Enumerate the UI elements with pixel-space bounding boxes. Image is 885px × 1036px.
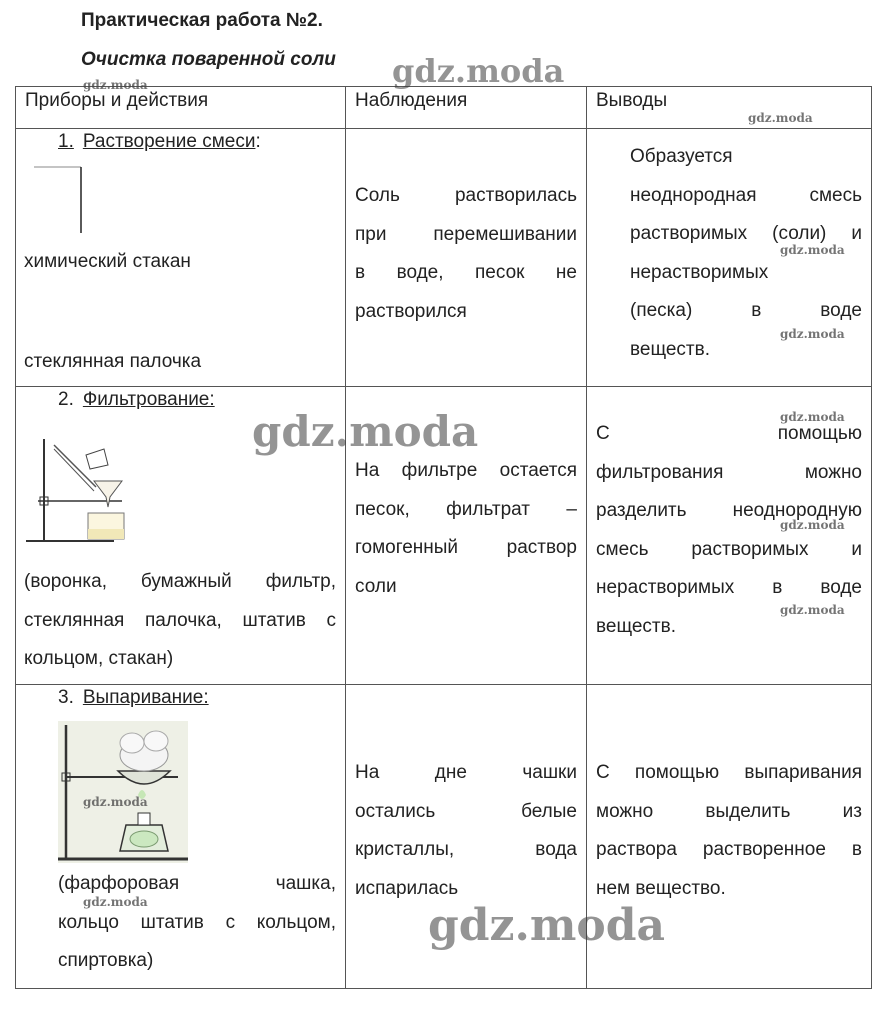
equipment-list: (воронка, бумажный фильтр, стеклянная палочка, штатив с кольцом, стакан): [24, 571, 336, 669]
table-row: [16, 387, 872, 685]
equipment-cell: [16, 685, 345, 988]
watermark-logo: gdz.moda: [392, 52, 565, 90]
table-row: [16, 685, 872, 989]
beaker-illustration: [24, 165, 90, 237]
conclusion-text: С помощью выпаривания можно выделить из раствора растворенное в нем вещество.: [596, 762, 862, 899]
observation-text: Соль растворилась при перемешивании в воде, песок не растворился: [355, 185, 577, 322]
header-equipment: Приборы и действия: [16, 87, 346, 129]
equipment-list: (фарфоровая чашка, кольцо штатив с кольцом, спиртовка): [58, 873, 336, 971]
item-chemical-beaker: химический стакан: [24, 251, 191, 272]
conclusion-text: Образуется неоднородная смесь растворимых (соли) и нерастворимых (песка) в воде веществ.: [630, 146, 862, 360]
watermark-small: gdz.moda: [780, 603, 845, 617]
step-heading: [58, 687, 209, 709]
header-observations: Наблюдения: [346, 87, 587, 129]
observation-cell: [346, 387, 586, 684]
observation-cell: [346, 685, 586, 988]
step-label: Фильтрование:: [82, 389, 215, 410]
conclusion-cell: [587, 685, 871, 988]
step-heading: [58, 389, 215, 411]
watermark-small: gdz.moda: [83, 795, 148, 809]
step-number: 2.: [58, 389, 74, 410]
conclusion-cell: [587, 129, 871, 386]
step-label: Растворение смеси: [82, 131, 256, 152]
watermark-logo: gdz.moda: [428, 900, 666, 951]
page-subtitle: Очистка поваренной соли: [81, 49, 336, 70]
step-label: Выпаривание:: [82, 687, 209, 708]
filtration-apparatus-illustration: [24, 435, 134, 545]
watermark-small: gdz.moda: [83, 895, 148, 909]
watermark-small: gdz.moda: [748, 111, 813, 125]
observation-cell: [346, 129, 586, 386]
evaporation-apparatus-illustration: [58, 721, 188, 863]
conclusion-cell: [587, 387, 871, 684]
conclusion-text: С помощью фильтрования можно разделить неоднородную смесь растворимых и нерастворимых в воде веществ.: [596, 423, 862, 637]
step-heading: [58, 131, 261, 153]
watermark-small: gdz.moda: [780, 518, 845, 532]
observation-text: На фильтре остается песок, фильтрат – гомогенный раствор соли: [355, 460, 577, 597]
equipment-cell: [16, 387, 345, 684]
watermark-small: gdz.moda: [780, 410, 845, 424]
table-header-row: [16, 87, 872, 129]
equipment-cell: [16, 129, 345, 386]
step-number: 3.: [58, 687, 74, 708]
table-row: [16, 129, 872, 387]
item-glass-rod: стеклянная палочка: [24, 351, 202, 372]
step-number: 1.: [58, 131, 74, 152]
watermark-small: gdz.moda: [780, 327, 845, 341]
practical-work-table: [15, 86, 872, 989]
header-conclusions: Выводы: [587, 87, 872, 129]
step-suffix: :: [255, 131, 261, 152]
watermark-small: gdz.moda: [83, 78, 148, 92]
observation-text: На дне чашки остались белые кристаллы, вода испарилась: [355, 762, 577, 899]
watermark-small: gdz.moda: [780, 243, 845, 257]
page-title: Практическая работа №2.: [81, 10, 323, 31]
watermark-logo: gdz.moda: [252, 407, 479, 456]
